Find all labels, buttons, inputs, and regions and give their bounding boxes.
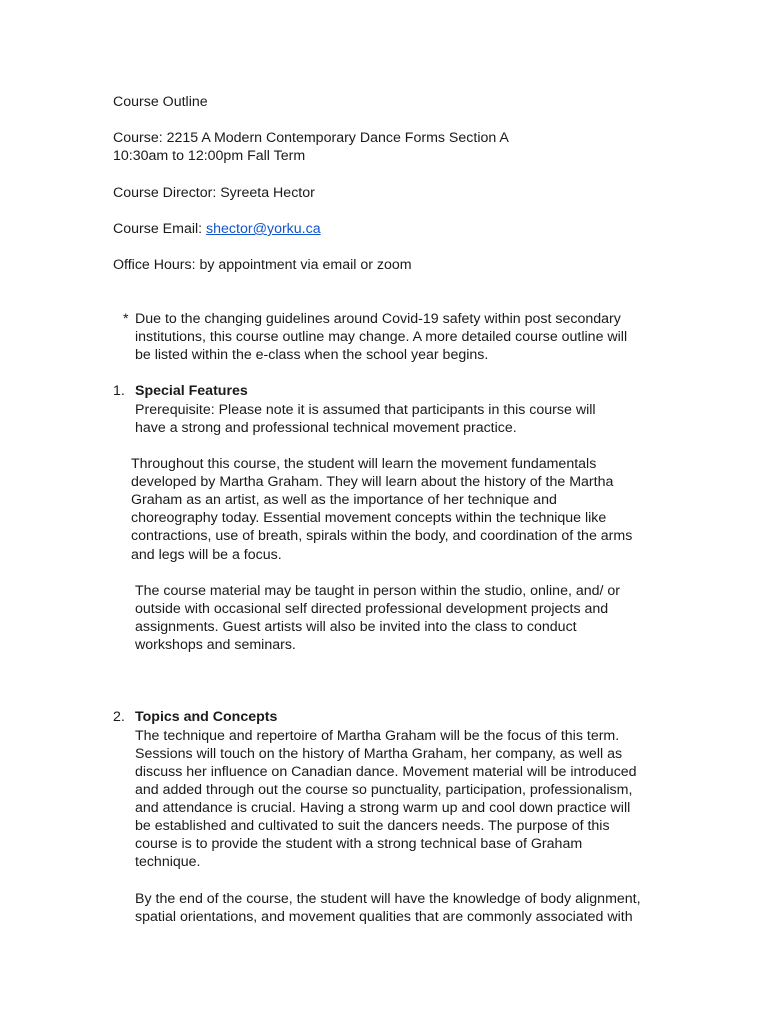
paragraph-line: discuss her influence on Canadian dance. Movement material will be introduced [135, 764, 637, 780]
paragraph-line: choreography today. Essential movement concepts within the technique like [131, 510, 607, 526]
paragraph-line: workshops and seminars. [135, 637, 296, 653]
paragraph-line: developed by Martha Graham. They will learn about the history of the Martha [131, 474, 614, 490]
office-hours: Office Hours: by appointment via email or zoom [113, 257, 412, 273]
paragraph-line: course is to provide the student with a strong technical base of Graham [135, 836, 583, 852]
paragraph-line: spatial orientations, and movement qualities that are commonly associated with [135, 909, 633, 925]
notice-line: Due to the changing guidelines around Covid-19 safety within post secondary [135, 311, 621, 327]
paragraph-line: The course material may be taught in person within the studio, online, and/ or [135, 583, 621, 599]
paragraph-line: Sessions will touch on the history of Martha Graham, her company, as well as [135, 746, 623, 762]
notice-bullet: * [123, 311, 129, 327]
notice-line: institutions, this course outline may change. A more detailed course outline will [135, 329, 628, 345]
email-link[interactable]: shector@yorku.ca [206, 221, 321, 237]
prerequisite-line: have a strong and professional technical movement practice. [135, 420, 517, 436]
section-heading-special-features: Special Features [135, 383, 248, 399]
paragraph-line: The technique and repertoire of Martha Graham will be the focus of this term. [135, 728, 620, 744]
paragraph-line: and attendance is crucial. Having a strong warm up and cool down practice will [135, 800, 631, 816]
course-director: Course Director: Syreeta Hector [113, 185, 315, 201]
course-line: Course: 2215 A Modern Contemporary Dance Forms Section A [113, 130, 509, 146]
paragraph-line: outside with occasional self directed professional development projects and [135, 601, 609, 617]
section-heading-topics-concepts: Topics and Concepts [135, 709, 278, 725]
paragraph-line: Throughout this course, the student will learn the movement fundamentals [131, 456, 597, 472]
section-number: 1. [113, 383, 125, 399]
course-time-line: 10:30am to 12:00pm Fall Term [113, 148, 306, 164]
paragraph-line: By the end of the course, the student will have the knowledge of body alignment, [135, 891, 641, 907]
outline-title: Course Outline [113, 94, 208, 110]
paragraph-line: contractions, use of breath, spirals within the body, and coordination of the arms [131, 528, 633, 544]
course-email-label: Course Email: [113, 221, 207, 237]
paragraph-line: and added through out the course so punctuality, participation, professionalism, [135, 782, 633, 798]
paragraph-line: be established and cultivated to suit the dancers needs. The purpose of this [135, 818, 610, 834]
paragraph-line: and legs will be a focus. [131, 547, 282, 563]
paragraph-line: technique. [135, 854, 201, 870]
course-email-line [113, 220, 321, 238]
notice-line: be listed within the e-class when the school year begins. [135, 347, 489, 363]
paragraph-line: Graham as an artist, as well as the importance of her technique and [131, 492, 557, 508]
prerequisite-line: Prerequisite: Please note it is assumed that participants in this course will [135, 402, 596, 418]
section-number: 2. [113, 709, 125, 725]
paragraph-line: assignments. Guest artists will also be invited into the class to conduct [135, 619, 577, 635]
